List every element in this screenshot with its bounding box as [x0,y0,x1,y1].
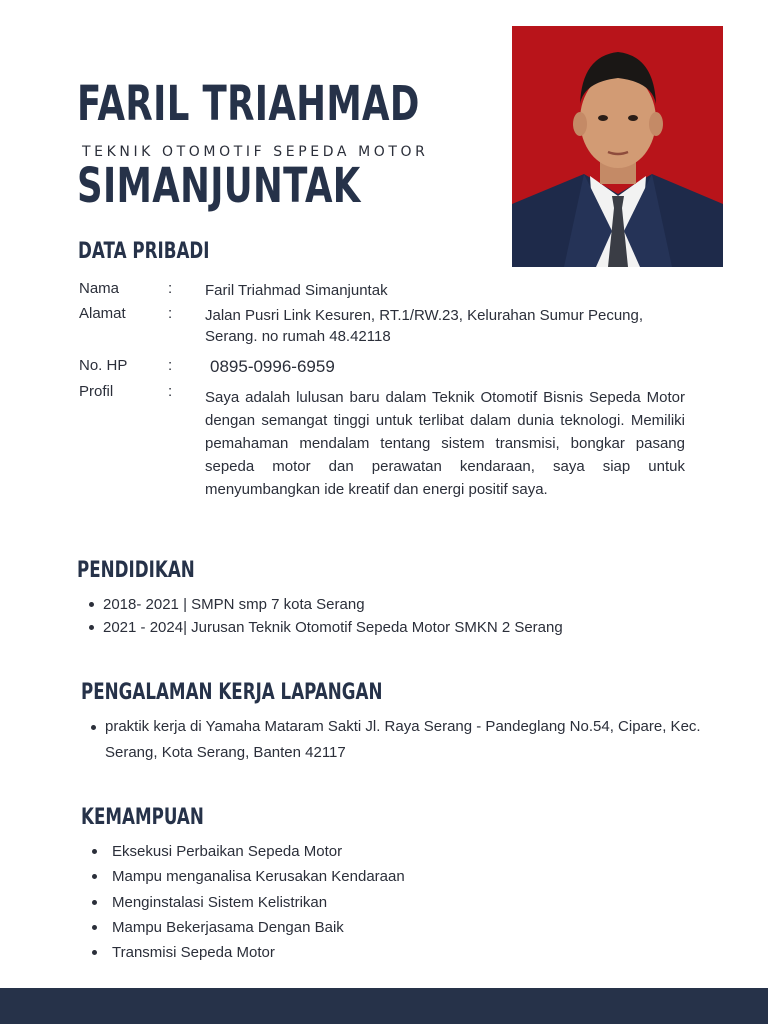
separator-hp: : [168,357,173,374]
section-title-pendidikan: PENDIDIKAN [77,558,195,583]
label-alamat: Alamat [79,305,126,322]
label-hp: No. HP [79,357,128,374]
value-alamat: Jalan Pusri Link Kesuren, RT.1/RW.23, Kelurahan Sumur Pecung, Serang. no rumah 48.42118 [205,307,644,345]
separator-alamat: : [168,305,173,322]
value-hp: 0895-0996-6959 [210,357,335,376]
value-nama: Faril Triahmad Simanjuntak [205,282,388,299]
name-line-1: FARIL TRIAHMAD [77,76,420,132]
section-title-kemampuan: KEMAMPUAN [81,805,204,830]
kemampuan-item: Mampu menganalisa Kerusakan Kendaraan [112,864,405,889]
label-nama: Nama [79,280,120,297]
section-title-data-pribadi: DATA PRIBADI [78,239,210,264]
job-subtitle: TEKNIK OTOMOTIF SEPEDA MOTOR [82,144,429,160]
label-profil: Profil [79,383,114,400]
pendidikan-list [103,593,563,639]
portrait-illustration [512,26,723,267]
profile-photo [512,26,723,267]
separator-profil: : [168,383,173,400]
kemampuan-item: Transmisi Sepeda Motor [112,940,405,965]
pendidikan-item: 2018- 2021 | SMPN smp 7 kota Serang [103,593,563,616]
value-profil: Saya adalah lulusan baru dalam Teknik Otomotif Bisnis Sepeda Motor dengan semangat tinggi untuk terlibat dalam dunia teknologi. Memiliki pemahaman mendalam tentang sistem transmisi, bongkar pasang sepeda motor dan perawatan kendaraan, saya siap untuk menyumbangkan ide kreatif dan energi positif saya. [205,389,685,498]
kemampuan-list [112,839,405,965]
pengalaman-item: praktik kerja di Yamaha Mataram Sakti Jl. Raya Serang - Pandeglang No.54, Cipare, Kec. Serang, Kota Serang, Banten 42117 [105,714,705,766]
kemampuan-item: Mampu Bekerjasama Dengan Baik [112,915,405,940]
separator-nama: : [168,280,173,297]
pendidikan-item: 2021 - 2024| Jurusan Teknik Otomotif Sepeda Motor SMKN 2 Serang [103,616,563,639]
pengalaman-list [105,714,705,766]
kemampuan-item: Eksekusi Perbaikan Sepeda Motor [112,839,405,864]
footer-bar [0,988,768,1024]
name-line-2: SIMANJUNTAK [77,158,361,214]
section-title-pengalaman: PENGALAMAN KERJA LAPANGAN [81,680,383,705]
kemampuan-item: Menginstalasi Sistem Kelistrikan [112,890,405,915]
